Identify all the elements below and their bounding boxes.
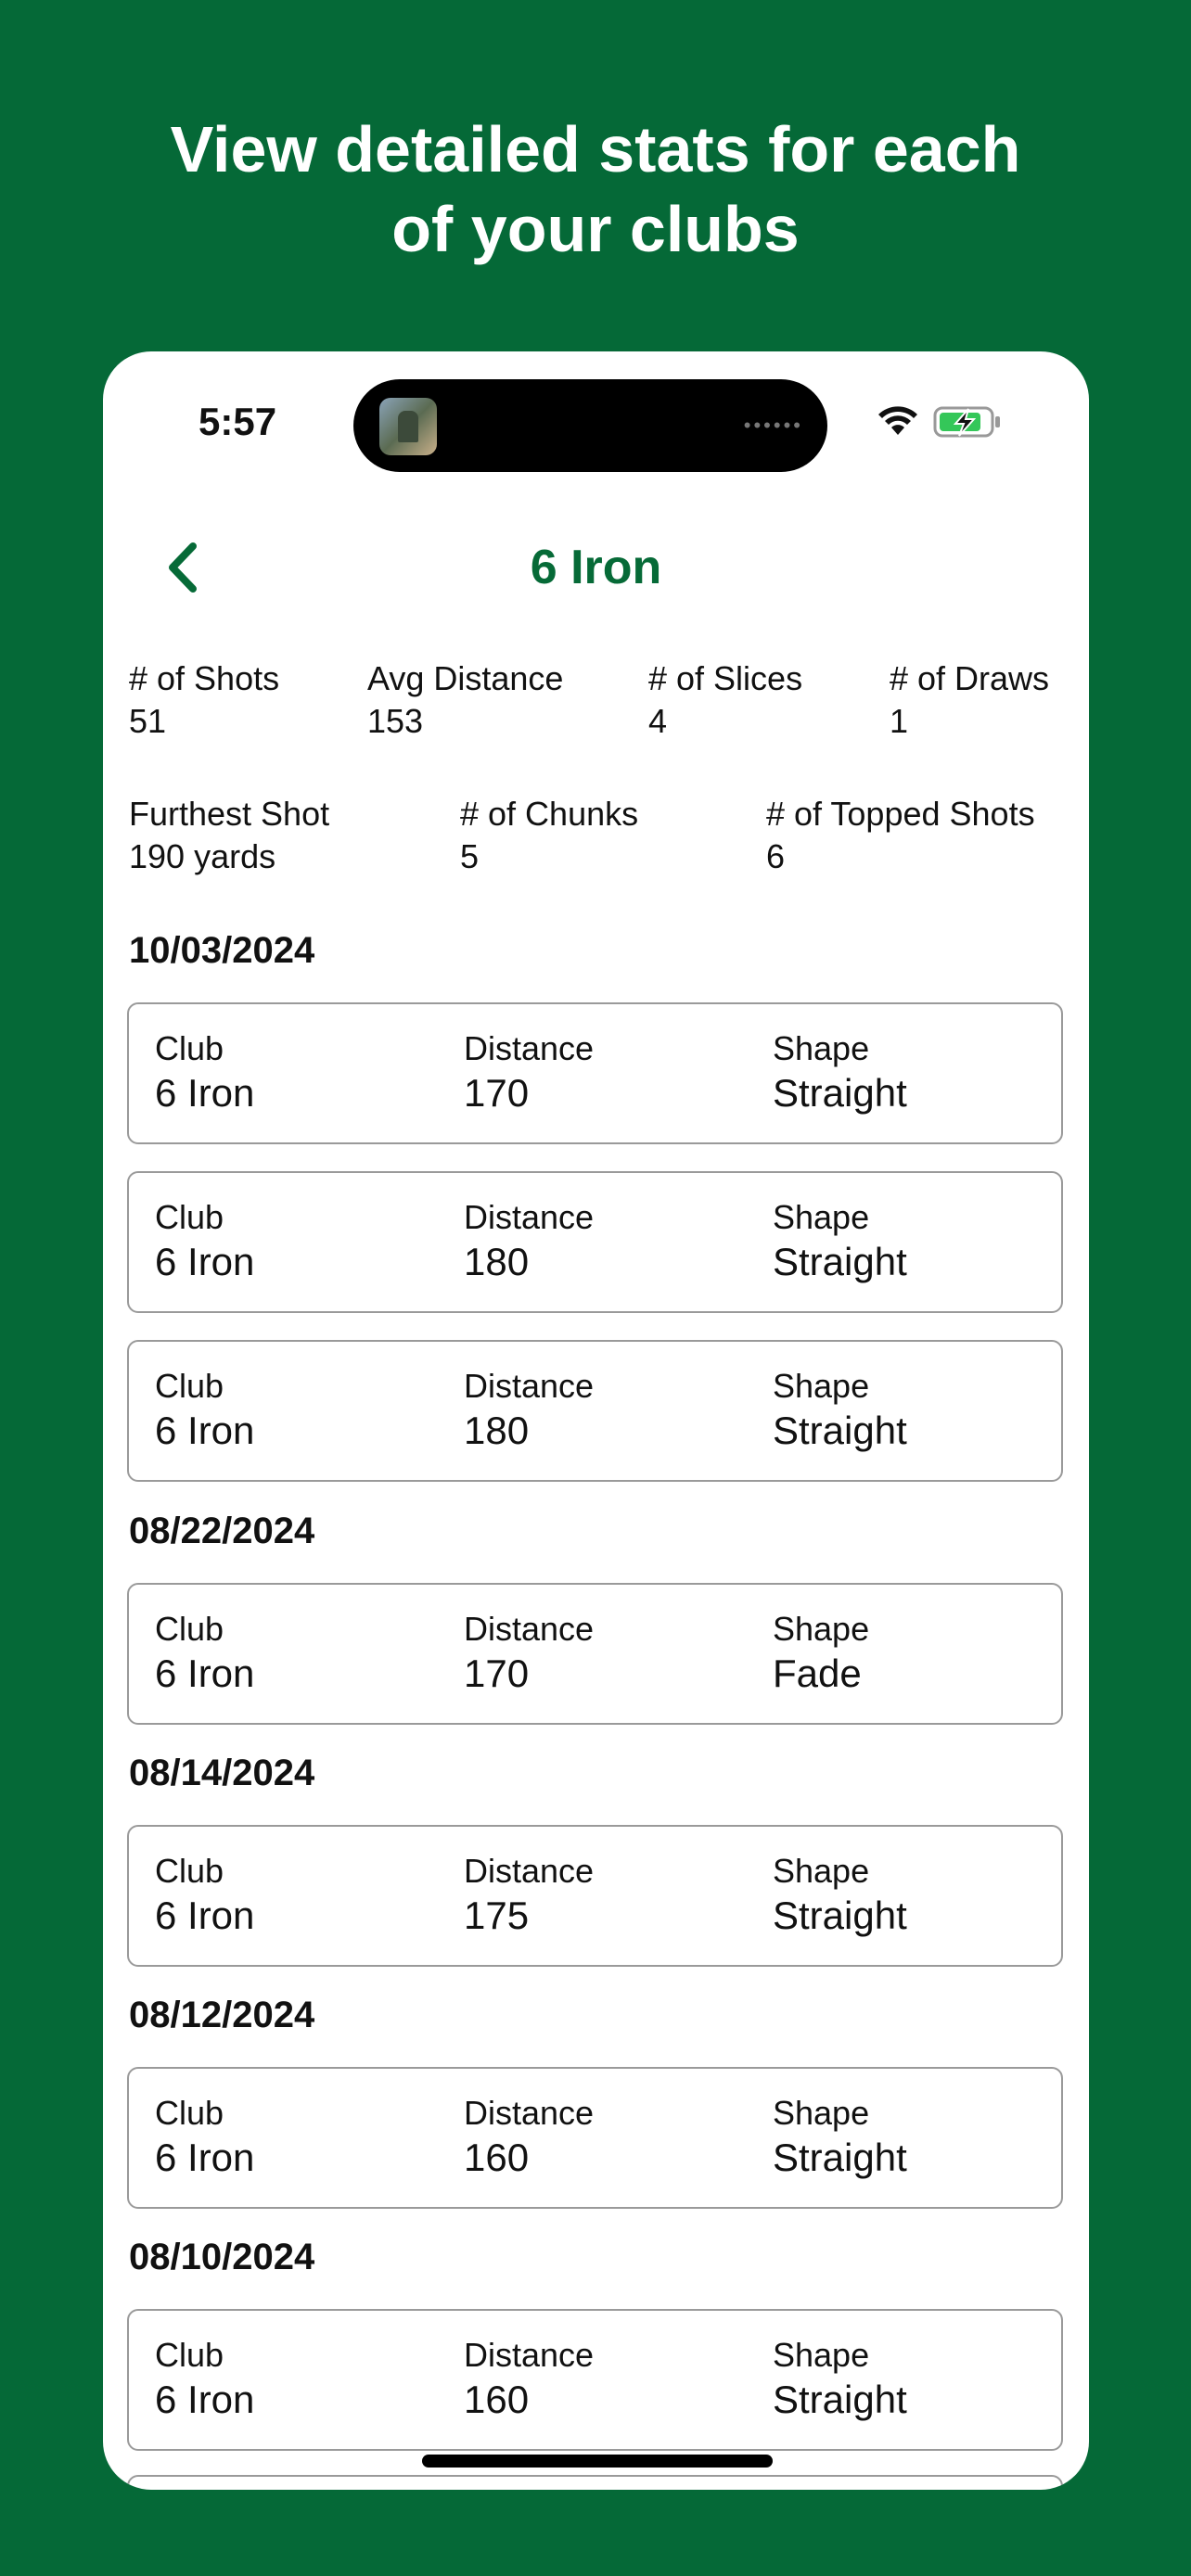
status-time: 5:57 <box>198 400 277 443</box>
stat-value: 1 <box>890 702 909 740</box>
now-playing-artwork <box>379 398 437 455</box>
distance-header: Distance <box>464 2336 595 2374</box>
distance-header: Distance <box>464 1029 595 1067</box>
date-heading: 08/10/2024 <box>129 2237 315 2277</box>
shape-value: Straight <box>773 1894 907 1937</box>
shape-header: Shape <box>773 1610 870 1648</box>
shape-header: Shape <box>773 2094 870 2132</box>
shape-value: Straight <box>773 1409 907 1452</box>
club-header: Club <box>155 2336 224 2374</box>
shape-value: Fade <box>773 1651 862 1695</box>
shot-card-partial[interactable] <box>127 2475 1063 2490</box>
distance-header: Distance <box>464 2094 595 2132</box>
club-header: Club <box>155 2094 224 2132</box>
club-value: 6 Iron <box>155 2378 255 2421</box>
battery-charging-icon <box>933 405 1002 439</box>
distance-value: 160 <box>464 2136 530 2179</box>
shot-card[interactable] <box>127 2309 1063 2451</box>
shot-card[interactable] <box>127 1340 1063 1482</box>
shot-card[interactable] <box>127 1002 1063 1144</box>
distance-value: 160 <box>464 2378 530 2421</box>
stat-label: # of Chunks <box>460 795 639 833</box>
distance-value: 170 <box>464 1071 530 1115</box>
distance-header: Distance <box>464 1610 595 1648</box>
wifi-icon <box>877 405 918 437</box>
shape-header: Shape <box>773 1852 870 1890</box>
stat-label: # of Shots <box>129 659 280 697</box>
date-heading: 08/12/2024 <box>129 1995 315 2035</box>
shape-value: Straight <box>773 2378 907 2421</box>
date-heading: 10/03/2024 <box>129 930 315 971</box>
stat-furthest-shot <box>129 793 329 878</box>
club-header: Club <box>155 1852 224 1890</box>
stat-slices <box>648 657 802 743</box>
distance-value: 180 <box>464 1240 530 1283</box>
stat-value: 153 <box>367 702 424 740</box>
stat-value: 5 <box>460 837 480 875</box>
stat-draws <box>890 657 1049 743</box>
distance-header: Distance <box>464 1198 595 1236</box>
distance-value: 180 <box>464 1409 530 1452</box>
promo-line-2: of your clubs <box>391 193 800 265</box>
dynamic-island <box>353 379 827 472</box>
shape-value: Straight <box>773 1240 907 1283</box>
stat-chunks <box>460 793 638 878</box>
stat-value: 190 yards <box>129 837 276 875</box>
home-indicator[interactable] <box>422 2455 773 2468</box>
stat-value: 6 <box>766 837 786 875</box>
date-heading: 08/14/2024 <box>129 1753 315 1793</box>
club-value: 6 Iron <box>155 1894 255 1937</box>
shape-value: Straight <box>773 2136 907 2179</box>
club-value: 6 Iron <box>155 1240 255 1283</box>
shape-header: Shape <box>773 1029 870 1067</box>
shape-header: Shape <box>773 1198 870 1236</box>
stat-label: Avg Distance <box>367 659 564 697</box>
stat-label: # of Draws <box>890 659 1050 697</box>
shot-card[interactable] <box>127 1825 1063 1967</box>
promo-line-1: View detailed stats for each <box>170 113 1021 185</box>
stat-label: # of Slices <box>648 659 803 697</box>
stat-label: # of Topped Shots <box>766 795 1035 833</box>
shape-header: Shape <box>773 1367 870 1405</box>
distance-header: Distance <box>464 1367 595 1405</box>
phone-screen <box>103 351 1089 2490</box>
shape-value: Straight <box>773 1071 907 1115</box>
distance-value: 170 <box>464 1651 530 1695</box>
shot-card[interactable] <box>127 1583 1063 1725</box>
shape-header: Shape <box>773 2336 870 2374</box>
stat-value: 51 <box>129 702 167 740</box>
stat-topped-shots <box>766 793 1035 878</box>
date-heading: 08/22/2024 <box>129 1511 315 1551</box>
club-value: 6 Iron <box>155 1071 255 1115</box>
club-value: 6 Iron <box>155 1651 255 1695</box>
club-value: 6 Iron <box>155 2136 255 2179</box>
promo-heading <box>0 109 1191 269</box>
distance-header: Distance <box>464 1852 595 1890</box>
club-header: Club <box>155 1367 224 1405</box>
stat-value: 4 <box>648 702 668 740</box>
club-value: 6 Iron <box>155 1409 255 1452</box>
shot-card[interactable] <box>127 1171 1063 1313</box>
distance-value: 175 <box>464 1894 530 1937</box>
club-header: Club <box>155 1198 224 1236</box>
club-header: Club <box>155 1610 224 1648</box>
stat-avg-distance <box>367 657 563 743</box>
stat-label: Furthest Shot <box>129 795 330 833</box>
stat-shots <box>129 657 279 743</box>
page-title: 6 Iron <box>530 541 662 594</box>
club-header: Club <box>155 1029 224 1067</box>
audio-dots-icon: •••••• <box>743 414 803 437</box>
shot-card[interactable] <box>127 2067 1063 2209</box>
